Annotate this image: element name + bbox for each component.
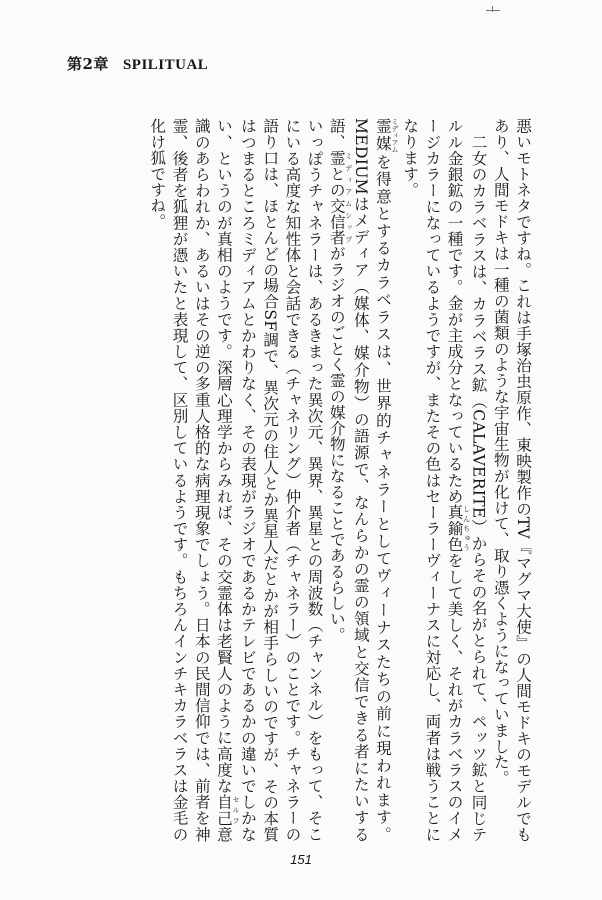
paragraph-3: 霊媒 ミディアムを得意とするカラベラスは、世界的チャネラーとしてヴィーナスたちの前に現われます。MEDIUMはメディア（媒体、媒介物）の語源で、なんらかの霊の領域と交信できる者にたいする語、霊との交信者 ミディアムシップがラジオのごとく霊の媒介物になることであるらしい。	[327, 118, 399, 842]
ruby-shinchu: 真鍮色 しんちゅう	[445, 504, 471, 553]
page-number: 151	[290, 852, 312, 867]
paragraph-4: いっぽうチャネラーは、あるきまった異次元、異界、異星との周波数（チャンネル）をもって、そこにいる高度な知性体と会話できる（チャネリング）仲介者（チャネラー）のことです。チャネラーの語り口は、ほとんどの場合SF調で、異次元の住人とか異星人だとかが相手らしいのですが、その本質はつまるところミディアムとかわりなく、その表現がラジオであるかテレビであるかの違いでしかない、というのが真相のようです。深層心理学からみれば、その交霊体は老賢人のように高度な自己 セルフ意識のあらわれか、あるいはその逆の多重人格的な病理現象でしょう。日本の民間信仰では、前者を神霊、後者を狐狸が憑いたと表現して、区別しているようです。もちろんインチキカラベラスは金毛の化け狐ですね。	[148, 118, 324, 842]
body-text	[146, 118, 534, 842]
chapter-label: 第2章	[67, 55, 109, 73]
registration-mark	[486, 6, 502, 16]
ruby-reibai: 霊媒 ミディアム	[373, 118, 399, 153]
paragraph-2: 二女のカラベラスは、カラベラス鉱（CALAVERITE）からその名がとられて、ペッツ鉱と同じテルル金銀鉱の一種です。金が主成分となっているため真鍮色 しんちゅうをして美しく、それがカラベラスのイメージカラーになっているようですが、またその色はセーラーヴィーナスに対応し、両者は戦うことになります。	[401, 118, 488, 842]
running-header	[67, 53, 208, 74]
chapter-title: SPILITUAL	[122, 57, 209, 73]
ruby-self: 自己 セルフ	[214, 793, 240, 827]
ruby-mediumship: 霊との交信者 ミディアムシップ	[327, 149, 353, 246]
paragraph-1: 悪いモトネタですね。これは手塚治虫原作、東映製作のTV『マグマ大使』の人間モドキのモデルでもあり、人間モドキは一種の菌類のような宇宙生物が化けて、取り憑くようになっていました。	[491, 118, 532, 842]
